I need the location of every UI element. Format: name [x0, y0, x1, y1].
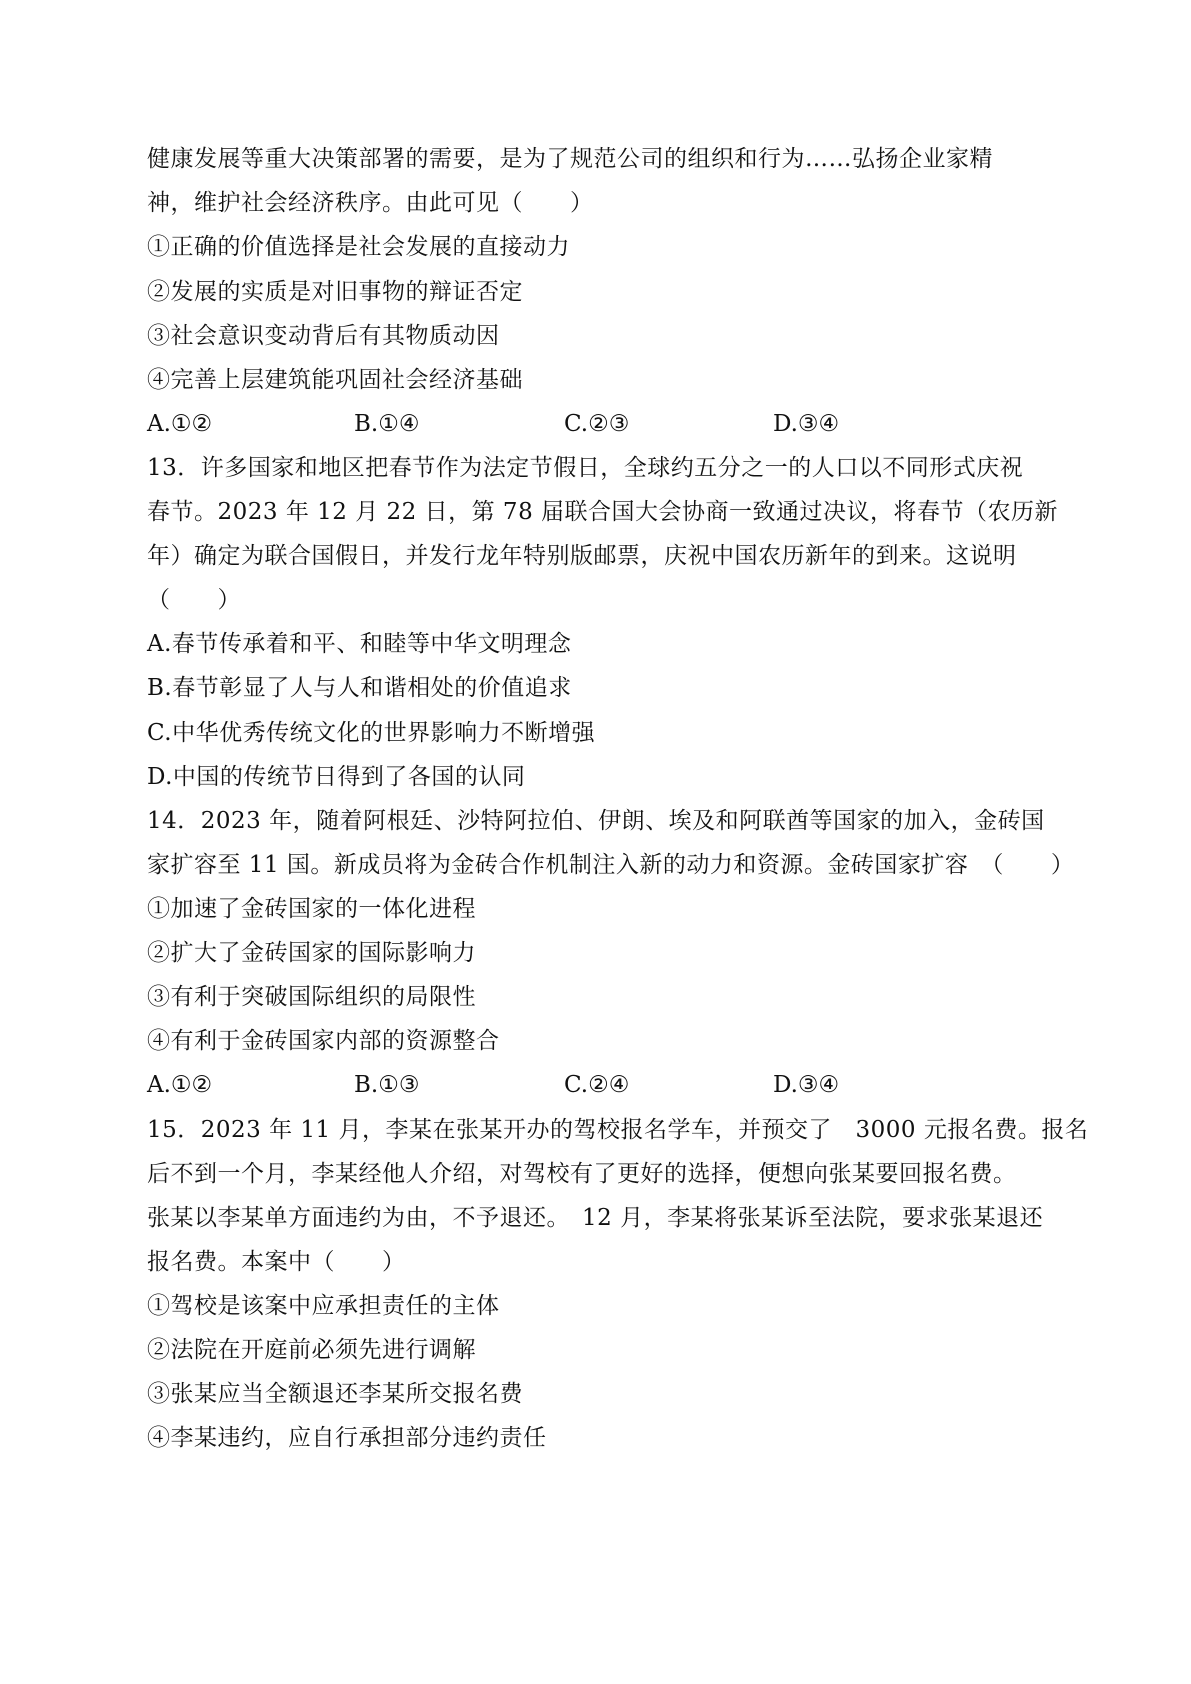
q12-statement-2: ②发展的实质是对旧事物的辩证否定	[147, 279, 523, 305]
q13-stem-line-1: 13．许多国家和地区把春节作为法定节假日，全球约五分之一的人口以不同形式庆祝	[147, 455, 1024, 481]
q13-choice-a: A.春节传承着和平、和睦等中华文明理念	[147, 631, 572, 657]
q15-statement-3: ③张某应当全额退还李某所交报名费	[147, 1381, 523, 1407]
q15-statement-2: ②法院在开庭前必须先进行调解	[147, 1337, 476, 1363]
q13-stem-line-4: （ ）	[147, 587, 241, 613]
q14-statement-2: ②扩大了金砖国家的国际影响力	[147, 940, 476, 966]
q12-statement-3: ③社会意识变动背后有其物质动因	[147, 323, 500, 349]
q12-choice-d: D.③④	[773, 411, 840, 437]
q14-choice-d: D.③④	[773, 1072, 840, 1098]
q12-stem-line-1: 健康发展等重大决策部署的需要，是为了规范公司的组织和行为……弘扬企业家精	[147, 146, 993, 172]
q15-stem-line-4: 报名费。本案中（ ）	[147, 1249, 406, 1275]
q15-stem-line-1: 15．2023 年 11 月，李某在张某开办的驾校报名学车，并预交了 3000 元报名费。报名	[147, 1117, 1089, 1143]
q12-statement-1: ①正确的价值选择是社会发展的直接动力	[147, 234, 570, 260]
q15-statement-4: ④李某违约，应自行承担部分违约责任	[147, 1425, 547, 1451]
q12-choice-a: A.①②	[147, 411, 213, 437]
q14-choice-c: C.②④	[564, 1072, 630, 1098]
q12-stem-line-2: 神，维护社会经济秩序。由此可见（ ）	[147, 190, 594, 216]
q14-stem-line-1: 14．2023 年，随着阿根廷、沙特阿拉伯、伊朗、埃及和阿联酋等国家的加入，金砖国	[147, 808, 1045, 834]
q14-choice-b: B.①③	[354, 1072, 420, 1098]
q13-choice-b: B.春节彰显了人与人和谐相处的价值追求	[147, 675, 572, 701]
q14-statement-3: ③有利于突破国际组织的局限性	[147, 984, 476, 1010]
q15-stem-line-2: 后不到一个月，李某经他人介绍，对驾校有了更好的选择，便想向张某要回报名费。	[147, 1161, 1017, 1187]
q15-statement-1: ①驾校是该案中应承担责任的主体	[147, 1293, 500, 1319]
q13-choice-d: D.中国的传统节日得到了各国的认同	[147, 764, 526, 790]
q13-stem-line-2: 春节。2023 年 12 月 22 日，第 78 届联合国大会协商一致通过决议，将春节（农历新	[147, 499, 1059, 525]
q14-stem-line-2: 家扩容至 11 国。新成员将为金砖合作机制注入新的动力和资源。金砖国家扩容 （ ）	[147, 852, 1075, 878]
q12-statement-4: ④完善上层建筑能巩固社会经济基础	[147, 367, 523, 393]
q13-choice-c: C.中华优秀传统文化的世界影响力不断增强	[147, 720, 596, 746]
q14-statement-4: ④有利于金砖国家内部的资源整合	[147, 1028, 500, 1054]
q12-choice-c: C.②③	[564, 411, 630, 437]
q13-stem-line-3: 年）确定为联合国假日，并发行龙年特别版邮票，庆祝中国农历新年的到来。这说明	[147, 543, 1017, 569]
q14-choice-a: A.①②	[147, 1072, 213, 1098]
q15-stem-line-3: 张某以李某单方面违约为由，不予退还。 12 月，李某将张某诉至法院，要求张某退还	[147, 1205, 1044, 1231]
q12-choice-b: B.①④	[354, 411, 420, 437]
q14-statement-1: ①加速了金砖国家的一体化进程	[147, 896, 476, 922]
